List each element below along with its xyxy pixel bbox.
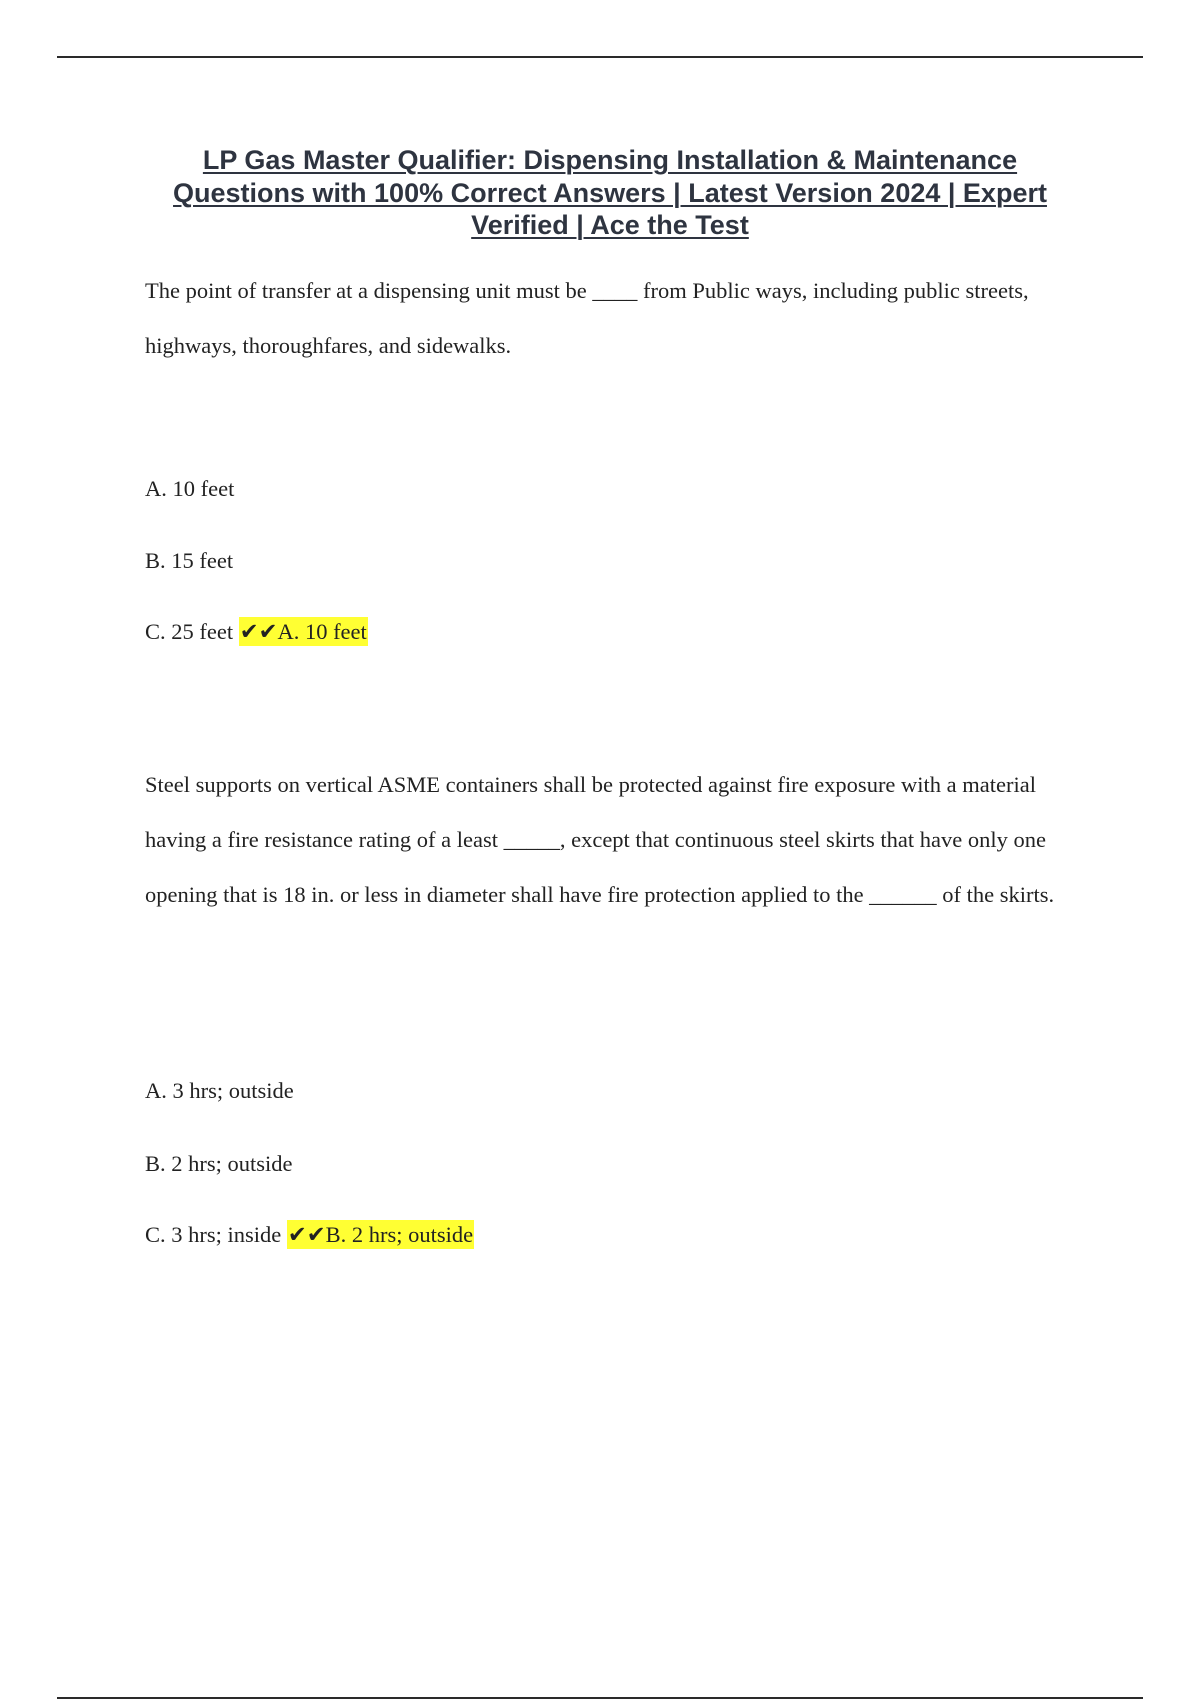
question-1-correct-answer: ✔✔A. 10 feet (239, 619, 367, 644)
question-2-option-b: B. 2 hrs; outside (145, 1151, 293, 1176)
top-rule (57, 56, 1143, 58)
question-2-correct-answer: ✔✔B. 2 hrs; outside (287, 1222, 474, 1247)
question-2-option-a: A. 3 hrs; outside (145, 1078, 294, 1103)
question-1-option-c (145, 617, 368, 647)
question-2-option-c-label: C. 3 hrs; inside (145, 1222, 282, 1247)
question-1-option-a: A. 10 feet (145, 476, 235, 501)
question-1-text: The point of transfer at a dispensing unit must be ____ from Public ways, including public streets, highways, thoroughfares, and sidewalks. (145, 278, 1029, 358)
document-title: LP Gas Master Qualifier: Dispensing Installation & Maintenance Questions with 100% Correct Answers | Latest Version 2024 | Expert Verified | Ace the Test (173, 145, 1047, 240)
question-1-option-b: B. 15 feet (145, 548, 234, 573)
question-2-option-c (145, 1220, 474, 1250)
bottom-rule (57, 1697, 1143, 1699)
question-2-text: Steel supports on vertical ASME containers shall be protected against fire exposure with a material having a fire resistance rating of a least _____, except that continuous steel skirts that have only one opening that is 18 in. or less in diameter shall have fire protection applied to the ______ of the skirts. (145, 772, 1055, 907)
question-1-option-c-label: C. 25 feet (145, 619, 234, 644)
